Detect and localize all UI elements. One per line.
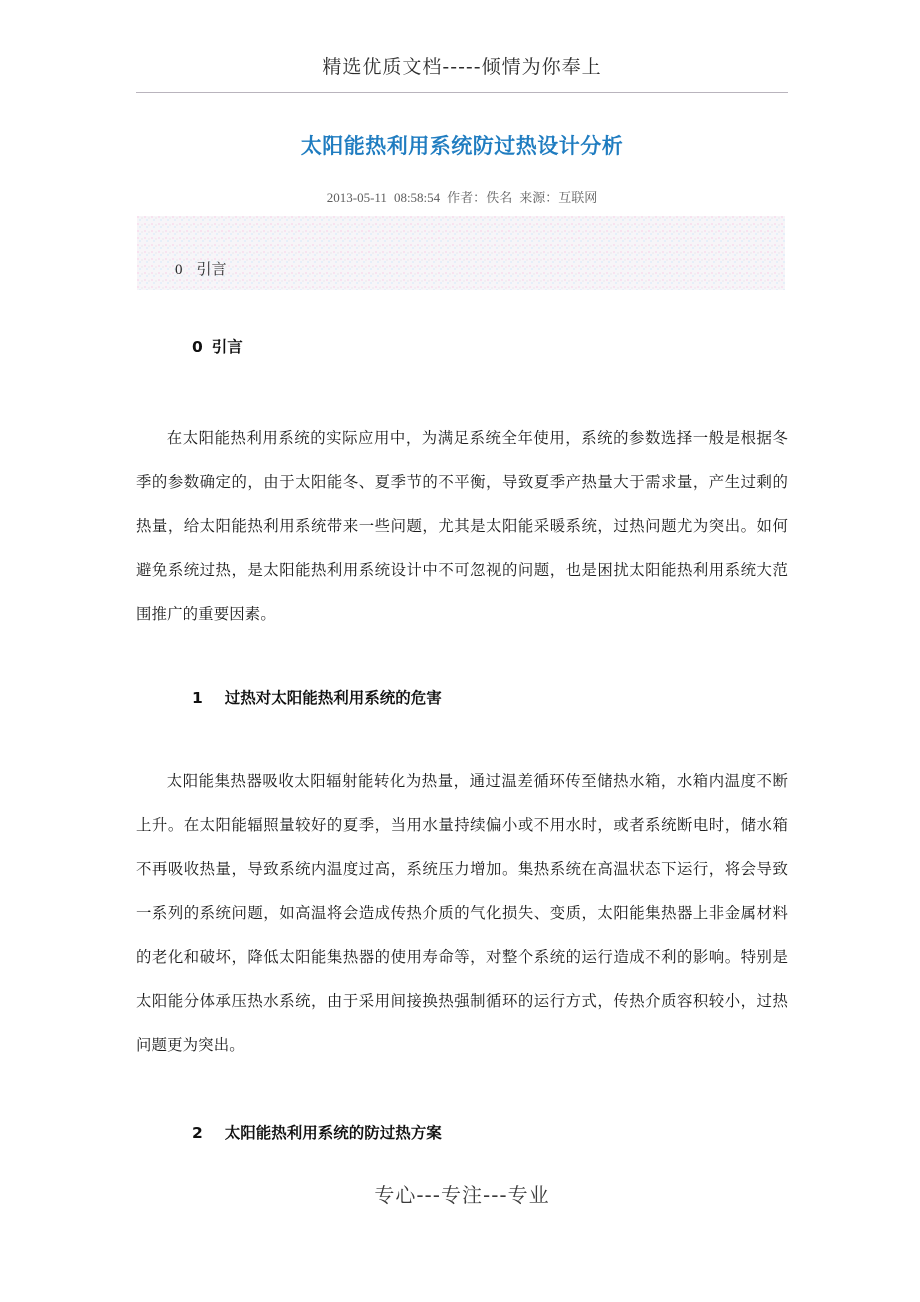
byline-author-label: 作者： (447, 190, 487, 205)
spacer (136, 1084, 788, 1120)
section-0-title: 引言 (211, 338, 243, 356)
header-divider-rule (136, 92, 788, 93)
section-2-title: 太阳能热利用系统的防过热方案 (224, 1123, 442, 1142)
section-1-paragraph-1: 太阳能集热器吸收太阳辐射能转化为热量，通过温差循环传至储热水箱，水箱内温度不断上升。在太阳能辐照量较好的夏季，当用水量持续偏小或不用水时，或者系统断电时，储水箱不再吸收热量，导致系统内温度过高，系统压力增加。集热系统在高温状态下运行，将会导致一系列的系统问题，如高温将会造成传热介质的气化损失、变质，太阳能集热器上非金属材料的老化和破坏，降低太阳能集热器的使用寿命等，对整个系统的运行造成不利的影响。特别是太阳能分体承压热水系统，由于采用间接换热强制循环的运行方式，传热介质容积较小，过热问题更为突出。 (136, 773, 788, 1055)
spacer (136, 711, 788, 745)
section-heading-1 (136, 685, 788, 711)
spacer (136, 653, 788, 685)
summary-highlight-block (137, 216, 785, 290)
article-byline (136, 188, 788, 208)
byline-source-value: 互联网 (558, 190, 598, 205)
section-1-title: 过热对太阳能热利用系统的危害 (224, 688, 442, 707)
header-watermark-text: 精选优质文档-----倾情为你奉上 (322, 56, 602, 78)
byline-author-value: 佚名 (486, 190, 513, 205)
summary-block-number: 0 (175, 262, 183, 278)
summary-block-label: 引言 (196, 262, 227, 278)
article-body (136, 334, 788, 1146)
summary-block-text (175, 260, 227, 280)
byline-time: 08:58:54 (393, 190, 441, 205)
section-0-paragraph-1: 在太阳能热利用系统的实际应用中，为满足系统全年使用，系统的参数选择一般是根据冬季的参数确定的，由于太阳能冬、夏季节的不平衡，导致夏季产热量大于需求量，产生过剩的热量，给太阳能热利用系统带来一些问题，尤其是太阳能采暖系统，过热问题尤为突出。如何避免系统过热，是太阳能热利用系统设计中不可忽视的问题，也是困扰太阳能热利用系统大范围推广的重要因素。 (136, 430, 788, 624)
byline-date: 2013-05-11 (326, 190, 387, 205)
section-0-number: 0 (192, 338, 203, 356)
section-heading-2 (136, 1120, 788, 1146)
document-header (136, 52, 788, 82)
byline-source-label: 来源： (519, 190, 559, 205)
section-2-number: 2 (192, 1123, 203, 1142)
document-footer-text: 专心---专注---专业 (374, 1183, 550, 1207)
section-1-number: 1 (192, 688, 203, 707)
section-heading-0 (136, 334, 788, 360)
spacer (136, 360, 788, 402)
article-title: 太阳能热利用系统防过热设计分析 (300, 134, 624, 158)
